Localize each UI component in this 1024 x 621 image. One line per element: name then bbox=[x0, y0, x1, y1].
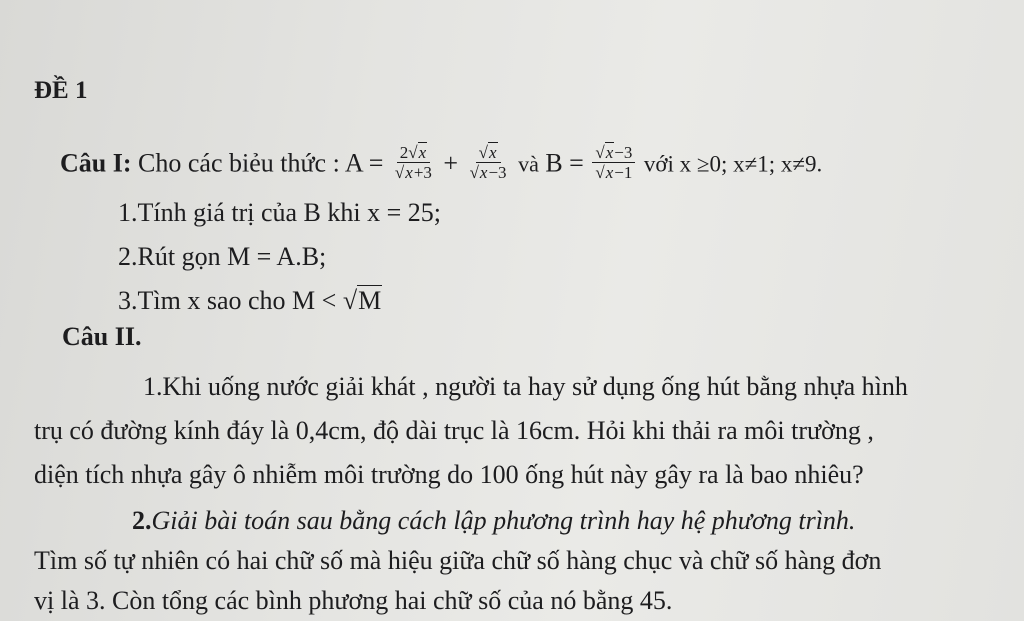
q2-p2-number: 2. bbox=[132, 506, 152, 535]
fraction-a1 bbox=[392, 143, 435, 182]
sqrt-symbol: √x bbox=[408, 143, 427, 162]
question-1-item-1: 1.Tính giá trị của B khi x = 25; bbox=[118, 198, 442, 227]
sqrt-symbol: √x bbox=[478, 143, 497, 162]
fraction-b bbox=[592, 143, 635, 182]
question-1-item-2: 2.Rút gọn M = A.B; bbox=[118, 242, 327, 271]
q2-p2-title-line bbox=[132, 506, 855, 536]
frac-a1-den-rest: +3 bbox=[413, 163, 432, 182]
item-3-text: 3.Tìm x sao cho M < bbox=[118, 286, 337, 315]
question-1-intro: Cho các biẻu thức : bbox=[138, 148, 340, 178]
q2-p1-line-3: diện tích nhựa gây ô nhiễm môi trường do 100 ống hút này gây ra là bao nhiêu? bbox=[34, 460, 864, 489]
question-2-label: Câu II. bbox=[62, 322, 142, 351]
frac-a2-den-rest: −3 bbox=[488, 163, 507, 182]
exam-heading: ĐỀ 1 bbox=[34, 77, 88, 104]
plus-sign: + bbox=[443, 148, 459, 178]
frac-a1-coef: 2 bbox=[399, 143, 409, 162]
expr-b-label: B = bbox=[545, 148, 584, 178]
and-word: và bbox=[518, 151, 539, 177]
q2-p2-line-3: vị là 3. Còn tổng các bình phương hai chữ số của nó bằng 45. bbox=[34, 586, 673, 615]
expr-a-label: A = bbox=[344, 148, 384, 178]
condition-text: với x ≥0; x≠1; x≠9. bbox=[643, 151, 823, 177]
sqrt-symbol: √x bbox=[469, 163, 488, 182]
sqrt-symbol: √x bbox=[394, 163, 413, 182]
frac-b-den-rest: −1 bbox=[614, 163, 633, 182]
sqrt-symbol: √x bbox=[595, 163, 614, 182]
sqrt-symbol: √x bbox=[595, 143, 614, 162]
question-1-label: Câu I: bbox=[60, 148, 132, 178]
q2-p2-line-2: Tìm số tự nhiên có hai chữ số mà hiệu giữa chữ số hàng chục và chữ số hàng đơn bbox=[34, 546, 882, 575]
q2-p1-line-1: 1.Khi uống nước giải khát , người ta hay sử dụng ống hút bằng nhựa hình bbox=[143, 372, 908, 401]
frac-b-num-rest: −3 bbox=[614, 143, 633, 162]
q2-p2-title: Giải bài toán sau bằng cách lập phương trình hay hệ phương trình. bbox=[151, 506, 856, 535]
q2-p1-line-2: trụ có đường kính đáy là 0,4cm, độ dài trục là 16cm. Hỏi khi thải ra môi trường , bbox=[34, 416, 874, 445]
question-1-statement bbox=[60, 143, 823, 185]
fraction-a2 bbox=[467, 143, 510, 182]
question-1-item-3 bbox=[118, 286, 382, 316]
sqrt-symbol: √M bbox=[342, 286, 382, 315]
